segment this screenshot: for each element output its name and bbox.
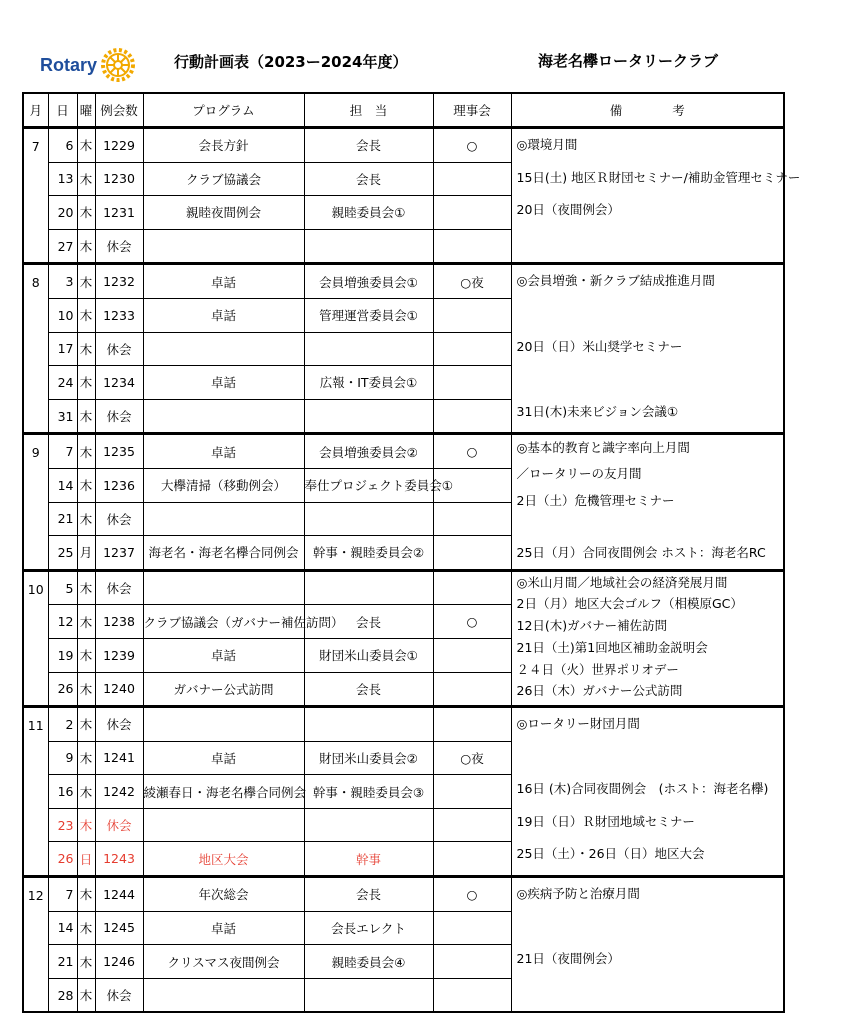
board-cell	[433, 502, 511, 536]
table-row	[23, 877, 784, 912]
meeting-no-cell: 休会	[95, 502, 143, 536]
dow-cell: 木	[77, 707, 95, 742]
table-header-row	[23, 93, 784, 128]
col-month: 月	[23, 93, 48, 128]
program-cell: 年次総会	[143, 877, 304, 912]
col-notes: 備 考	[511, 93, 784, 128]
program-cell: 卓話	[143, 434, 304, 469]
person-cell: 会長	[304, 162, 433, 196]
person-cell	[304, 332, 433, 366]
program-cell: クラブ協議会	[143, 162, 304, 196]
meeting-no-cell: 1235	[95, 434, 143, 469]
program-cell	[143, 707, 304, 742]
program-cell: クラブ協議会（ガバナー補佐訪問）	[143, 605, 304, 639]
person-cell: 財団米山委員会②	[304, 741, 433, 775]
board-cell: ○夜	[433, 741, 511, 775]
board-cell	[433, 707, 511, 742]
notes-cell	[511, 707, 784, 877]
note-line: 2日（土）危機管理セミナー	[516, 492, 675, 508]
day-cell: 21	[48, 945, 77, 979]
meeting-no-cell: 休会	[95, 332, 143, 366]
meeting-no-cell: 1238	[95, 605, 143, 639]
person-cell	[304, 229, 433, 264]
day-cell: 20	[48, 196, 77, 230]
person-cell	[304, 978, 433, 1012]
note-line: 31日(木)未来ビジョン会議①	[516, 403, 679, 419]
note-line: 15日(土) 地区Ｒ財団セミナー/補助金管理セミナー	[516, 169, 801, 185]
person-cell: 奉仕プロジェクト委員会①	[304, 468, 433, 502]
dow-cell: 月	[77, 536, 95, 571]
board-cell	[433, 570, 511, 605]
notes-cell	[511, 434, 784, 570]
day-cell: 5	[48, 570, 77, 605]
dow-cell: 木	[77, 196, 95, 230]
person-cell	[304, 502, 433, 536]
day-cell: 17	[48, 332, 77, 366]
person-cell: 会長	[304, 672, 433, 707]
board-cell	[433, 196, 511, 230]
note-line: ◎米山月間／地域社会の経済発展月間	[516, 574, 728, 590]
dow-cell: 木	[77, 570, 95, 605]
dow-cell: 木	[77, 911, 95, 945]
table-row	[23, 128, 784, 163]
note-line: ／ロータリーの友月間	[516, 466, 642, 482]
day-cell: 31	[48, 399, 77, 434]
meeting-no-cell: 1237	[95, 536, 143, 571]
day-cell: 19	[48, 638, 77, 672]
rotary-logo	[40, 46, 137, 84]
month-cell: 12	[23, 877, 48, 1013]
col-day: 日	[48, 93, 77, 128]
col-meeting-no: 例会数	[95, 93, 143, 128]
person-cell: 幹事・親睦委員会②	[304, 536, 433, 571]
board-cell	[433, 298, 511, 332]
dow-cell: 木	[77, 775, 95, 809]
day-cell: 14	[48, 911, 77, 945]
meeting-no-cell: 1230	[95, 162, 143, 196]
dow-cell: 木	[77, 638, 95, 672]
dow-cell: 木	[77, 605, 95, 639]
meeting-no-cell: 休会	[95, 707, 143, 742]
notes-cell	[511, 128, 801, 264]
day-cell: 10	[48, 298, 77, 332]
board-cell: ○	[433, 434, 511, 469]
note-line: 2日（月）地区大会ゴルフ（相模原GC）	[516, 596, 743, 612]
program-cell: 地区大会	[143, 842, 304, 877]
person-cell: 会員増強委員会①	[304, 264, 433, 299]
note-line: ◎環境月間	[516, 137, 578, 152]
person-cell: 会員増強委員会②	[304, 434, 433, 469]
program-cell: 海老名・海老名欅合同例会	[143, 536, 304, 571]
note-line	[517, 363, 784, 396]
meeting-no-cell: 1236	[95, 468, 143, 502]
board-cell	[433, 366, 511, 400]
note-line: 21日（土)第1回地区補助金説明会	[516, 639, 708, 655]
meeting-no-cell: 休会	[95, 978, 143, 1012]
day-cell: 7	[48, 877, 77, 912]
dow-cell: 木	[77, 877, 95, 912]
person-cell: 幹事	[304, 842, 433, 877]
note-line	[517, 911, 784, 944]
program-cell: 卓話	[143, 366, 304, 400]
board-cell	[433, 672, 511, 707]
note-line: ２４日（火）世界ポリオデー	[516, 661, 679, 677]
table-row	[23, 264, 784, 299]
board-cell	[433, 536, 511, 571]
board-cell	[433, 332, 511, 366]
program-cell: 卓話	[143, 911, 304, 945]
month-cell: 9	[23, 434, 48, 570]
board-cell	[433, 978, 511, 1012]
month-cell: 11	[23, 707, 48, 877]
day-cell: 23	[48, 808, 77, 842]
program-cell	[143, 399, 304, 434]
program-cell: 卓話	[143, 638, 304, 672]
day-cell: 12	[48, 605, 77, 639]
day-cell: 24	[48, 366, 77, 400]
dow-cell: 木	[77, 808, 95, 842]
meeting-no-cell: 1232	[95, 264, 143, 299]
meeting-no-cell: 1241	[95, 741, 143, 775]
person-cell	[304, 707, 433, 742]
meeting-no-cell: 1245	[95, 911, 143, 945]
dow-cell: 木	[77, 978, 95, 1012]
meeting-no-cell: 休会	[95, 570, 143, 605]
day-cell: 26	[48, 842, 77, 877]
table-row	[23, 707, 784, 742]
person-cell: 親睦委員会①	[304, 196, 433, 230]
program-cell: 綾瀬春日・海老名欅合同例会	[143, 775, 304, 809]
dow-cell: 木	[77, 502, 95, 536]
meeting-no-cell: 休会	[95, 399, 143, 434]
meeting-no-cell: 1242	[95, 775, 143, 809]
note-line: 21日（夜間例会）	[516, 951, 620, 967]
logo-text: Rotary	[40, 54, 98, 75]
meeting-no-cell: 1229	[95, 128, 143, 163]
board-cell	[433, 911, 511, 945]
month-cell: 10	[23, 570, 48, 706]
meeting-no-cell: 1243	[95, 842, 143, 877]
note-line	[517, 741, 784, 774]
meeting-no-cell: 1233	[95, 298, 143, 332]
day-cell: 9	[48, 741, 77, 775]
meeting-no-cell: 1246	[95, 945, 143, 979]
note-line: 12日(木)ガバナー補佐訪問	[516, 618, 668, 634]
board-cell	[433, 775, 511, 809]
day-cell: 28	[48, 978, 77, 1012]
day-cell: 2	[48, 707, 77, 742]
board-cell	[433, 162, 511, 196]
dow-cell: 木	[77, 366, 95, 400]
board-cell	[433, 842, 511, 877]
person-cell: 幹事・親睦委員会③	[304, 775, 433, 809]
day-cell: 27	[48, 229, 77, 264]
rotary-wheel-icon	[99, 46, 137, 84]
board-cell	[433, 638, 511, 672]
col-dow: 曜	[77, 93, 95, 128]
meeting-no-cell: 休会	[95, 229, 143, 264]
board-cell	[433, 229, 511, 264]
program-cell	[143, 332, 304, 366]
program-cell: 卓話	[143, 264, 304, 299]
note-line	[517, 976, 784, 1009]
day-cell: 16	[48, 775, 77, 809]
note-line: 20日（日）米山奨学セミナー	[516, 338, 683, 354]
day-cell: 26	[48, 672, 77, 707]
person-cell: 管理運営委員会①	[304, 298, 433, 332]
document-title: 行動計画表（2023ー2024年度）	[174, 53, 408, 71]
note-line	[517, 298, 784, 331]
meeting-no-cell: 1239	[95, 638, 143, 672]
action-plan-table	[22, 92, 801, 1013]
dow-cell: 木	[77, 399, 95, 434]
dow-cell: 木	[77, 162, 95, 196]
note-line: ◎疾病予防と治療月間	[516, 886, 640, 902]
note-line: ◎ロータリー財団月間	[516, 716, 640, 732]
table-row	[23, 570, 784, 605]
program-cell: 卓話	[143, 741, 304, 775]
day-cell: 14	[48, 468, 77, 502]
meeting-no-cell: 1240	[95, 672, 143, 707]
person-cell: 広報・IT委員会①	[304, 366, 433, 400]
note-line	[517, 514, 784, 540]
board-cell	[433, 399, 511, 434]
person-cell: 財団米山委員会①	[304, 638, 433, 672]
meeting-no-cell: 1244	[95, 877, 143, 912]
person-cell: 親睦委員会④	[304, 945, 433, 979]
person-cell	[304, 808, 433, 842]
col-person: 担 当	[304, 93, 433, 128]
notes-cell	[511, 570, 784, 706]
day-cell: 3	[48, 264, 77, 299]
col-board: 理事会	[433, 93, 511, 128]
dow-cell: 日	[77, 842, 95, 877]
person-cell	[304, 399, 433, 434]
month-cell: 8	[23, 264, 48, 434]
board-cell: ○	[433, 605, 511, 639]
note-line	[517, 227, 784, 260]
person-cell: 会長エレクト	[304, 911, 433, 945]
note-line: 25日（月）合同夜間例会 ホスト：海老名RC	[516, 544, 766, 560]
board-cell: ○	[433, 877, 511, 912]
program-cell	[143, 229, 304, 264]
meeting-no-cell: 1231	[95, 196, 143, 230]
person-cell: 会長	[304, 128, 433, 163]
dow-cell: 木	[77, 229, 95, 264]
note-line: ◎基本的教育と識字率向上月間	[516, 440, 690, 456]
program-cell: クリスマス夜間例会	[143, 945, 304, 979]
program-cell: 卓話	[143, 298, 304, 332]
person-cell: 会長	[304, 605, 433, 639]
dow-cell: 木	[77, 945, 95, 979]
dow-cell: 木	[77, 672, 95, 707]
dow-cell: 木	[77, 298, 95, 332]
notes-cell	[511, 264, 784, 434]
club-name: 海老名欅ロータリークラブ	[538, 52, 719, 70]
program-cell: 会長方針	[143, 128, 304, 163]
program-cell: ガバナー公式訪問	[143, 672, 304, 707]
meeting-no-cell: 1234	[95, 366, 143, 400]
board-cell: ○	[433, 128, 511, 163]
board-cell: ○夜	[433, 264, 511, 299]
day-cell: 21	[48, 502, 77, 536]
program-cell	[143, 808, 304, 842]
dow-cell: 木	[77, 128, 95, 163]
day-cell: 13	[48, 162, 77, 196]
program-cell	[143, 978, 304, 1012]
person-cell: 会長	[304, 877, 433, 912]
note-line: 19日（日）Ｒ財団地域セミナー	[516, 813, 695, 829]
program-cell	[143, 502, 304, 536]
month-cell: 7	[23, 128, 48, 264]
board-cell	[433, 945, 511, 979]
board-cell	[433, 808, 511, 842]
program-cell: 大欅清掃（移動例会）	[143, 468, 304, 502]
note-line: 26日（木）ガバナー公式訪問	[516, 683, 683, 699]
note-line: ◎会員増強・新クラブ結成推進月間	[516, 273, 715, 289]
meeting-no-cell: 休会	[95, 808, 143, 842]
table-row	[23, 434, 784, 469]
program-cell	[143, 570, 304, 605]
note-line: 25日（土）・26日（日）地区大会	[516, 846, 705, 862]
note-line: 20日（夜間例会）	[516, 202, 620, 218]
program-cell: 親睦夜間例会	[143, 196, 304, 230]
col-program: プログラム	[143, 93, 304, 128]
dow-cell: 木	[77, 332, 95, 366]
day-cell: 7	[48, 434, 77, 469]
person-cell	[304, 570, 433, 605]
note-line: 16日 (木)合同夜間例会 (ホスト：海老名欅)	[516, 781, 769, 797]
dow-cell: 木	[77, 468, 95, 502]
dow-cell: 木	[77, 434, 95, 469]
notes-cell	[511, 877, 784, 1013]
day-cell: 6	[48, 128, 77, 163]
day-cell: 25	[48, 536, 77, 571]
dow-cell: 木	[77, 741, 95, 775]
dow-cell: 木	[77, 264, 95, 299]
